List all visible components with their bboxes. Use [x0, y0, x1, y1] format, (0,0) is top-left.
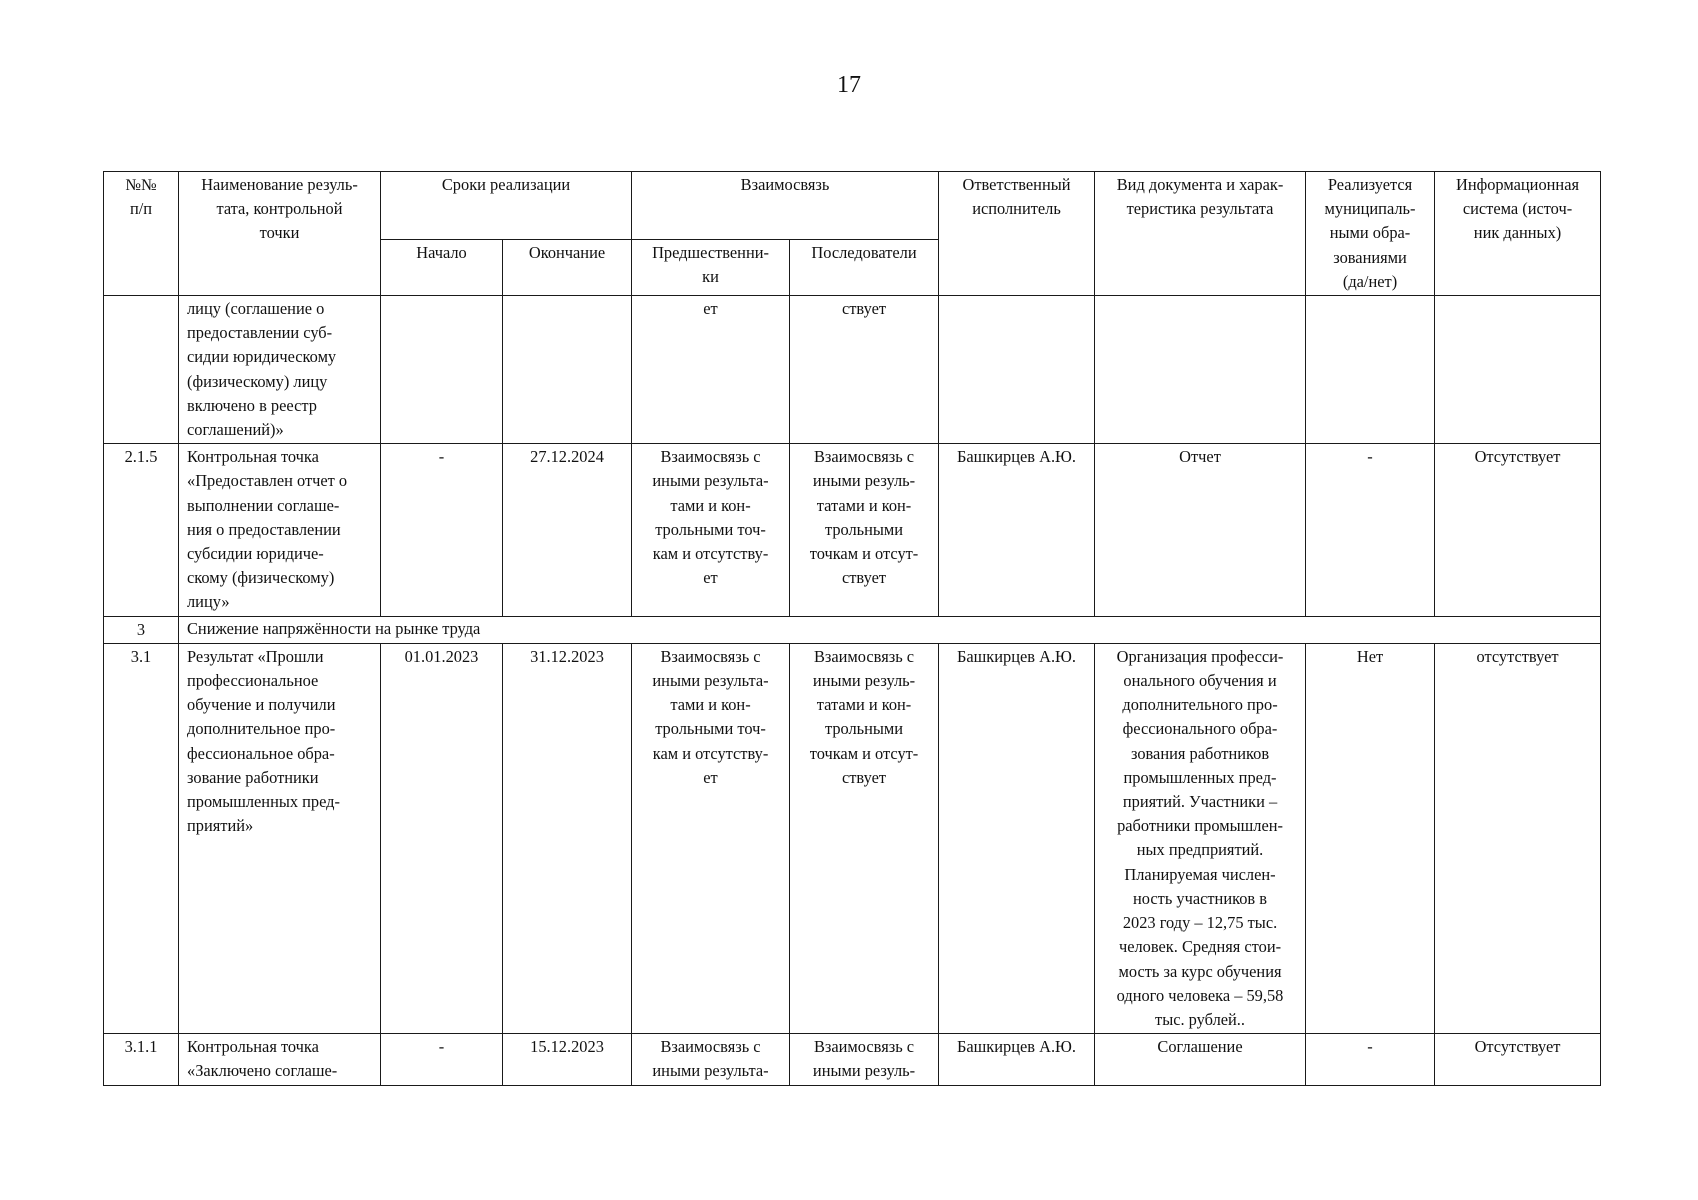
header-start: Начало — [381, 240, 503, 296]
row-successors: Взаимосвязь с иными резуль- татами и кон- трольными точкам и отсут- ствует — [790, 444, 939, 616]
row-doc-type: Соглашение — [1095, 1034, 1306, 1085]
row-doc-type — [1095, 296, 1306, 444]
row-responsible: Башкирцев А.Ю. — [939, 1034, 1095, 1085]
page-number: 17 — [837, 72, 861, 98]
row-num — [104, 296, 179, 444]
header-end: Окончание — [503, 240, 632, 296]
row-name: лицу (соглашение о предоставлении суб- сидии юридическому (физическому) лицу включено в реестр соглашений)» — [179, 296, 381, 444]
row-responsible: Башкирцев А.Ю. — [939, 444, 1095, 616]
row-info-system: отсутствует — [1435, 643, 1601, 1033]
header-responsible: Ответственный исполнитель — [939, 172, 1095, 296]
header-name: Наименование резуль- тата, контрольной точки — [179, 172, 381, 296]
row-end: 27.12.2024 — [503, 444, 632, 616]
section-row — [104, 616, 1601, 643]
row-successors: Взаимосвязь с иными резуль- татами и кон- трольными точкам и отсут- ствует — [790, 643, 939, 1033]
row-num: 3.1 — [104, 643, 179, 1033]
row-responsible: Башкирцев А.Ю. — [939, 643, 1095, 1033]
row-start: - — [381, 1034, 503, 1085]
header-relation: Взаимосвязь — [632, 172, 939, 240]
table-header — [104, 172, 1601, 296]
table-row — [104, 296, 1601, 444]
header-doc-type: Вид документа и харак- теристика результата — [1095, 172, 1306, 296]
row-num: 2.1.5 — [104, 444, 179, 616]
header-municipal: Реализуется муниципаль- ными обра- зованиями (да/нет) — [1306, 172, 1435, 296]
results-table — [103, 171, 1601, 1086]
row-responsible — [939, 296, 1095, 444]
row-predecessors: Взаимосвязь с иными результа- тами и кон- трольными точ- кам и отсутству- ет — [632, 643, 790, 1033]
row-info-system — [1435, 296, 1601, 444]
row-predecessors: Взаимосвязь с иными результа- тами и кон- трольными точ- кам и отсутству- ет — [632, 444, 790, 616]
row-end: 15.12.2023 — [503, 1034, 632, 1085]
table-row — [104, 1034, 1601, 1085]
header-terms: Сроки реализации — [381, 172, 632, 240]
table-row — [104, 444, 1601, 616]
row-end: 31.12.2023 — [503, 643, 632, 1033]
row-start: 01.01.2023 — [381, 643, 503, 1033]
row-num: 3.1.1 — [104, 1034, 179, 1085]
row-name: Результат «Прошли профессиональное обучение и получили дополнительное про- фессиональное обра- зование работники промышленных пред- приятий» — [179, 643, 381, 1033]
row-info-system: Отсутствует — [1435, 444, 1601, 616]
row-successors: Взаимосвязь с иными резуль- — [790, 1034, 939, 1085]
section-num: 3 — [104, 616, 179, 643]
table-body — [104, 296, 1601, 1086]
row-predecessors: ет — [632, 296, 790, 444]
header-predecessors: Предшественни- ки — [632, 240, 790, 296]
row-successors: ствует — [790, 296, 939, 444]
section-title: Снижение напряжённости на рынке труда — [179, 616, 1601, 643]
row-end — [503, 296, 632, 444]
row-doc-type: Организация професси- онального обучения и дополнительного про- фессионального обра- зования работников промышленных пред- приятий. Участники – работники промышлен- ных предприятий. Планируемая числен- ность участников в 2023 году – 12,75 тыс. человек. Средняя стои- мость за курс обучения одного человека – 59,58 тыс. рублей.. — [1095, 643, 1306, 1033]
row-start: - — [381, 444, 503, 616]
table-row — [104, 643, 1601, 1033]
header-info-system: Информационная система (источ- ник данных) — [1435, 172, 1601, 296]
row-municipal: - — [1306, 444, 1435, 616]
row-municipal: - — [1306, 1034, 1435, 1085]
row-municipal: Нет — [1306, 643, 1435, 1033]
row-start — [381, 296, 503, 444]
row-predecessors: Взаимосвязь с иными результа- — [632, 1034, 790, 1085]
header-num: №№ п/п — [104, 172, 179, 296]
row-doc-type: Отчет — [1095, 444, 1306, 616]
row-municipal — [1306, 296, 1435, 444]
header-successors: Последователи — [790, 240, 939, 296]
row-name: Контрольная точка «Заключено соглаше- — [179, 1034, 381, 1085]
row-info-system: Отсутствует — [1435, 1034, 1601, 1085]
row-name: Контрольная точка «Предоставлен отчет о выполнении соглаше- ния о предоставлении субсидии юридиче- скому (физическому) лицу» — [179, 444, 381, 616]
